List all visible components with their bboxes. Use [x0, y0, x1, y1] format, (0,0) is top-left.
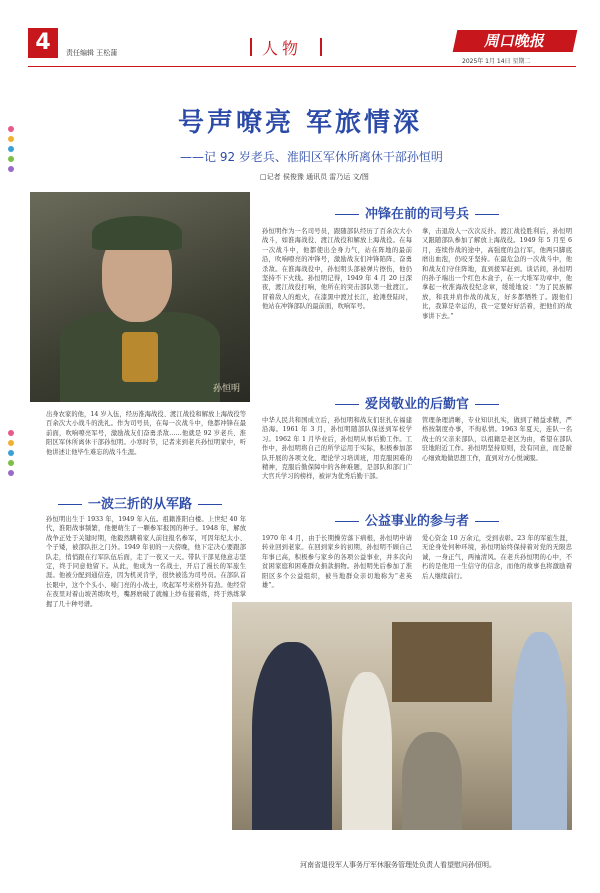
section-title: 人物: [262, 39, 303, 58]
lead-paragraph: 出身农家的他，14 岁入伍，经历淮海战役、渡江战役和解放上海战役等百余次大小战斗的洗礼。作为司号员，在每一次战斗中，他都冲锋在最前面，吹响嘹亮军号，激励战友们奋勇杀敌……他就是 92 岁老兵、淮阳区军休所离休干部孙恒明。小寒时节，记者来到老兵孙恒明家中，听他讲述让他毕生难忘的战斗生涯。: [46, 411, 246, 456]
column-body: 拿，击退敌人一次次反扑。渡江战役胜利后，孙恒明又跟随部队参加了解放上海战役。1949 年 5 月至 6 月，连续作战的途中，高强度的急行军，他两只脚底磨出血泡，仍咬牙坚持。在最危急的一次战斗中，他和战友们守住阵地，直到援军赶到。谈话间，孙恒明的孙子端出一个红色木盒子，在一大堆军功章中，他拿起一枚淮海战役纪念章，缓缓地说：“为了民族解放，和我并肩作战的战友，好多都牺牲了。跟他们比，我算是幸运的，我一定要好好活着，把他们的故事讲下去。”: [422, 228, 572, 320]
section-divider: [250, 38, 252, 56]
article-byline: □记者 侯俊豫 通讯员 雷乃运 文/图: [260, 173, 369, 181]
subheading-bugler: 冲锋在前的司号兵: [262, 203, 572, 222]
section-divider: [320, 38, 322, 56]
subheading-logistics: 爱岗敬业的后勤官: [262, 393, 572, 412]
page-number: 4: [28, 28, 58, 58]
newspaper-masthead: 周口晚报: [453, 30, 578, 52]
column-body: 孙恒明作为一名司号员，跟随部队经历了百余次大小战斗，如淮海战役、渡江战役和解放上海战役。在每一次战斗中，他都使出全身力气，站在阵地的最前沿，吹响嘹亮的冲锋号，激励战友们冲锋陷阵、奋勇杀敌。在淮海战役中，孙恒明头部被弹片擦伤，他仍坚持不下火线。孙恒明记得，1949 年 4 月 20 日深夜，渡江战役打响，他所在的突击部队第一批渡江。冒着敌人的炮火，在漆黑中渡过长江，抢滩登陆时，他站在冲锋部队的最前面，吹响军号。: [262, 228, 412, 311]
column-body: 中华人民共和国成立后，孙恒明和战友们驻扎在福建沿海。1961 年 3 月，孙恒明随部队保送到军校学习。1962 年 1 月毕业后，孙恒明从事后勤工作。工作中，孙恒明将自己的所学运用于实际，积极参加部队开展的各项文化、理论学习培训班，用克服困难的精神，克服后勤保障中的各种难题，是部队和部门广大官兵学习的榜样，被评为优秀后勤干部。: [262, 417, 412, 481]
column-body: 爱心资金 10 万余元，受到表彰。23 年的军旅生涯，无论身处何种环境，孙恒明始终保持着对党的无限忠诚，一身正气，两袖清风。在老兵孙恒明的心中，不朽的是他用一生信守的信念，而他的故事也将激励着后人继续前行。: [422, 535, 572, 580]
veteran-portrait-photo: [30, 192, 250, 402]
header-rule: [28, 66, 576, 67]
column-body: 1970 年 4 月，由于长期操劳落下病根，孙恒明申请转业回到老家。在回到家乡的初期，孙恒明不顾自己年事已高，积极参与家乡的各项公益事业，并多次向贫困家庭和困难群众捐款捐物。孙恒明先后参加了淮阳区多个公益组织，被当地群众亲切地称为“老英雄”。: [262, 535, 412, 590]
article-headline: 号声嘹亮 军旅情深: [177, 108, 423, 138]
decorative-dots: [8, 126, 14, 176]
photo-caption: 河南省退役军人事务厅军休服务管理处负责人看望慰问孙恒明。: [300, 861, 496, 869]
subheading-charity: 公益事业的参与者: [262, 510, 572, 529]
decorative-dots: [8, 430, 14, 480]
subheading-army-path: 一波三折的从军路: [30, 493, 250, 512]
visit-photo: [232, 602, 572, 830]
column-body: 管理条理清晰，专业知识扎实，做到了精益求精，严格按制度办事，不徇私情。1963 年夏天，连队一名战士的父亲来部队，以祖籍是老区为由，希望在部队驻地附近工作。孙恒明坚持原则，没有同意，而是耐心细致地做思想工作，直到对方心悦诚服。: [422, 417, 572, 462]
editor-credit: 责任编辑 王松蒲: [66, 49, 118, 57]
issue-date: 2025年 1月 14日 星期二: [462, 58, 531, 65]
article-subheadline: ——记 92 岁老兵、淮阳区军休所离休干部孙恒明: [180, 150, 443, 164]
cabinet: [392, 622, 492, 702]
photo-signature: 孙恒明: [212, 384, 240, 394]
column-body: 孙恒明出生于 1933 年，1949 年入伍。祖籍淮阳白楼。上世纪 40 年代，淮阳战事频繁，他便萌生了一颗参军报国的种子。1948 年，解放战争正处于关键时期，他毅然瞒着家人前往报名参军，可因年纪太小、个子矮，被部队拒之门外。1949 年初的一天傍晚，他下定决心要跟部队走，悄悄跟在行军队伍后面，走了一夜又一天。带队干部见他意志坚定，终于同意他留下。从此，他成为一名战士，开启了漫长的军旅生涯。他被分配到通信连，因为机灵肯学，很快被选为司号员。在部队首长眼中，这个个头小、嗓门亮的小战士，吹起军号来格外有劲。他经常在夜里对着山坡苦练吹号，嘴唇磨破了就缠上纱布接着练，终于熟练掌握了几十种号谱。: [46, 516, 246, 608]
